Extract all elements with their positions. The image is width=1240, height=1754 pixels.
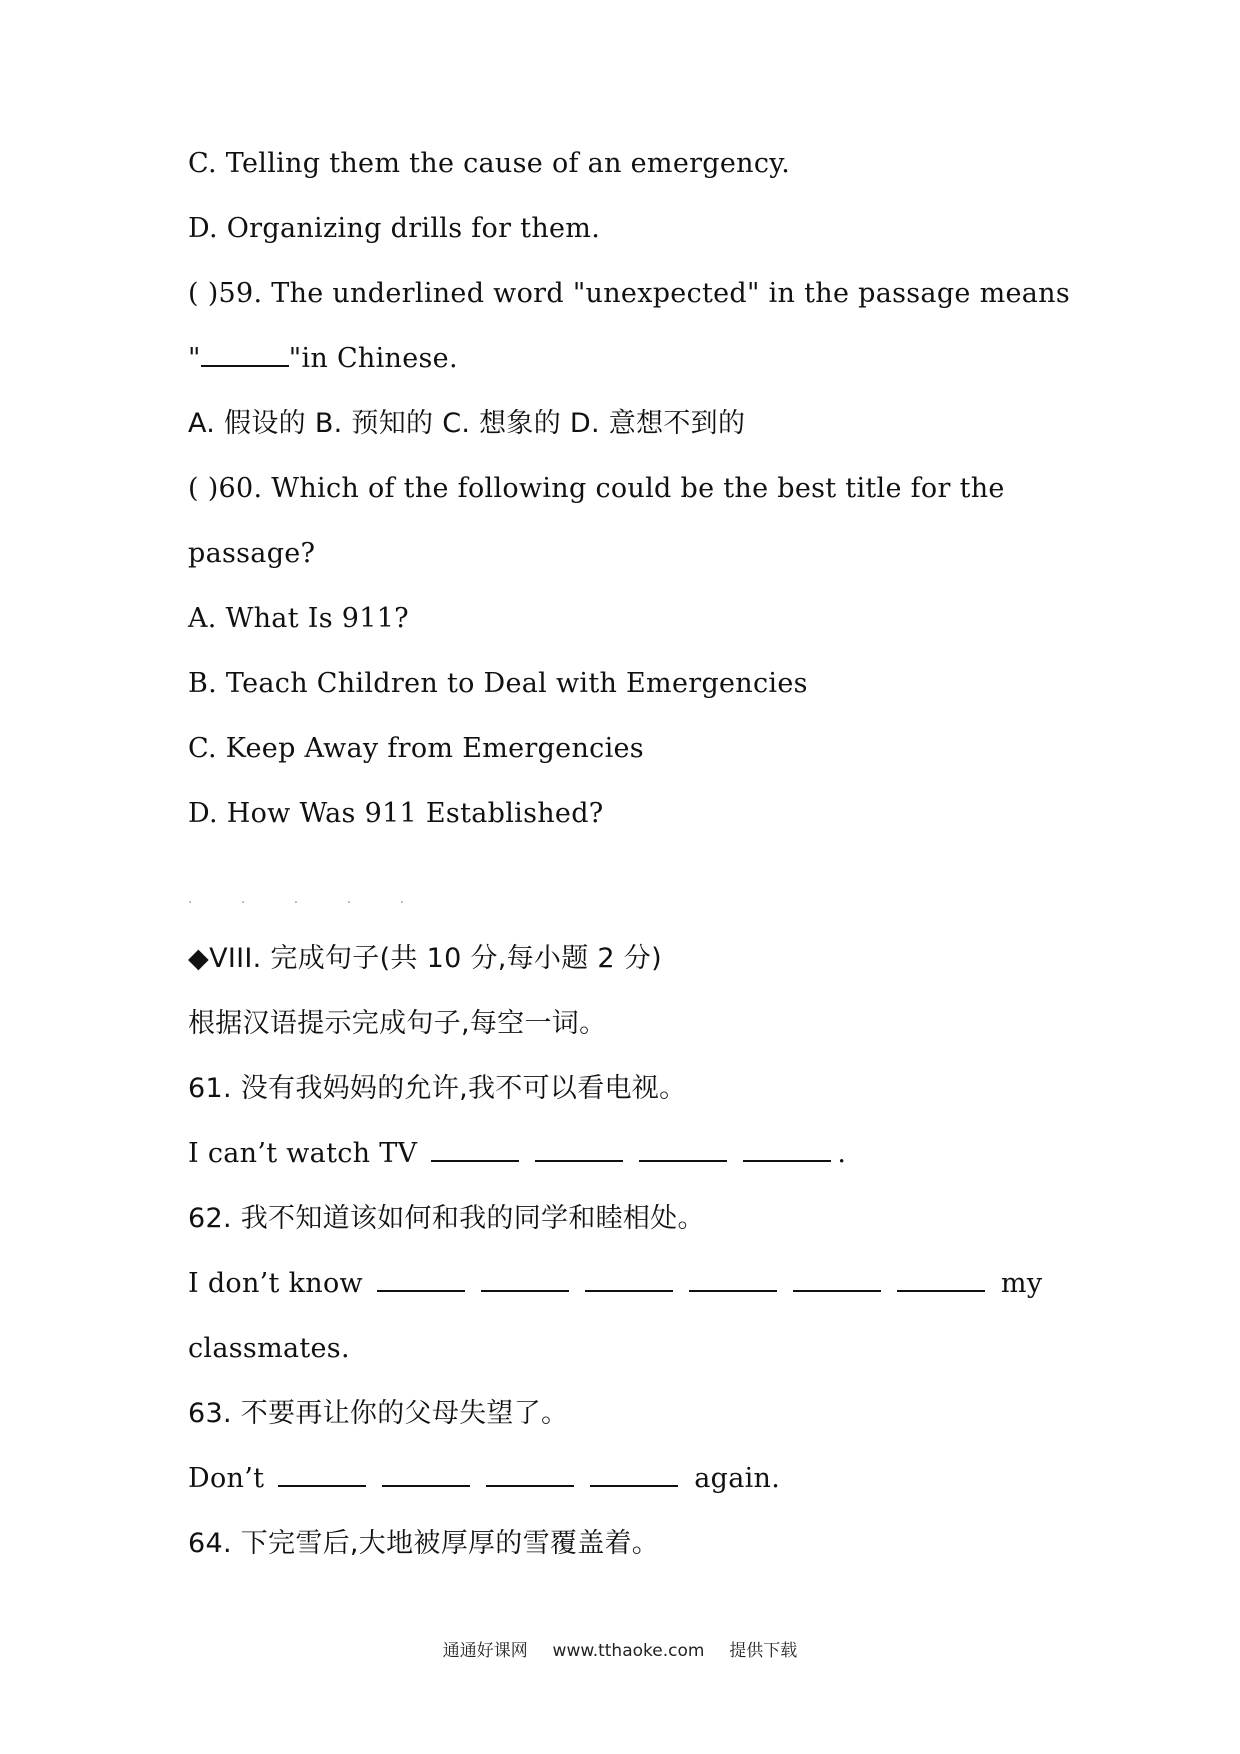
- q62-blank-3[interactable]: [585, 1266, 673, 1292]
- q64-chinese: 64. 下完雪后,大地被厚厚的雪覆盖着。: [188, 1528, 660, 1559]
- q60-option-d: D. How Was 911 Established?: [188, 798, 604, 829]
- q60-option-b: B. Teach Children to Deal with Emergencies: [188, 668, 808, 699]
- q59-answer-blank[interactable]: [201, 341, 289, 367]
- q62-prefix: I don’t know: [188, 1268, 363, 1299]
- q59-close-text: "in Chinese.: [288, 343, 458, 374]
- q62-english-line2: classmates.: [188, 1333, 350, 1364]
- q59-options: A. 假设的 B. 预知的 C. 想象的 D. 意想不到的: [188, 408, 746, 439]
- q60-option-c: C. Keep Away from Emergencies: [188, 733, 644, 764]
- q62-blank-4[interactable]: [689, 1266, 777, 1292]
- q63-blank-4[interactable]: [590, 1461, 678, 1487]
- q61-blank-4[interactable]: [743, 1136, 831, 1162]
- separator-dots: · · · · ·: [188, 895, 427, 911]
- q63-prefix: Don’t: [188, 1463, 265, 1494]
- q62-english: [188, 1266, 1042, 1302]
- q62-suffix: my: [1000, 1268, 1043, 1299]
- q60-stem-line1: ( )60. Which of the following could be the best title for the: [188, 473, 1005, 504]
- q62-chinese: 62. 我不知道该如何和我的同学和睦相处。: [188, 1203, 705, 1234]
- q59-open-quote: ": [188, 343, 201, 374]
- q63-blank-3[interactable]: [486, 1461, 574, 1487]
- footer-site-name: 通通好课网: [442, 1641, 528, 1661]
- q63-blank-2[interactable]: [382, 1461, 470, 1487]
- page-footer: [0, 1636, 1240, 1661]
- q63-chinese: 63. 不要再让你的父母失望了。: [188, 1398, 569, 1429]
- q58-option-c: C. Telling them the cause of an emergency.: [188, 148, 791, 179]
- q61-suffix: .: [837, 1138, 847, 1169]
- q59-stem-line1: ( )59. The underlined word "unexpected" in the passage means: [188, 278, 1070, 309]
- q62-blank-6[interactable]: [897, 1266, 985, 1292]
- footer-note: 提供下载: [729, 1641, 798, 1661]
- section8-title: ◆VIII. 完成句子(共 10 分,每小题 2 分): [188, 943, 662, 974]
- q61-chinese: 61. 没有我妈妈的允许,我不可以看电视。: [188, 1073, 687, 1104]
- q60-option-a: A. What Is 911?: [188, 603, 409, 634]
- q60-stem-line2: passage?: [188, 538, 316, 569]
- q62-blank-5[interactable]: [793, 1266, 881, 1292]
- q61-blank-1[interactable]: [431, 1136, 519, 1162]
- q61-blank-3[interactable]: [639, 1136, 727, 1162]
- q61-prefix: I can’t watch TV: [188, 1138, 418, 1169]
- q62-blank-1[interactable]: [377, 1266, 465, 1292]
- q63-suffix: again.: [694, 1463, 781, 1494]
- q58-option-d: D. Organizing drills for them.: [188, 213, 601, 244]
- q61-english: [188, 1136, 846, 1172]
- section8-instruction: 根据汉语提示完成句子,每空一词。: [188, 1008, 607, 1039]
- q59-stem-line2: [188, 341, 458, 377]
- q63-english: [188, 1461, 780, 1497]
- q62-blank-2[interactable]: [481, 1266, 569, 1292]
- q63-blank-1[interactable]: [278, 1461, 366, 1487]
- q61-blank-2[interactable]: [535, 1136, 623, 1162]
- footer-url[interactable]: www.tthaoke.com: [552, 1641, 705, 1661]
